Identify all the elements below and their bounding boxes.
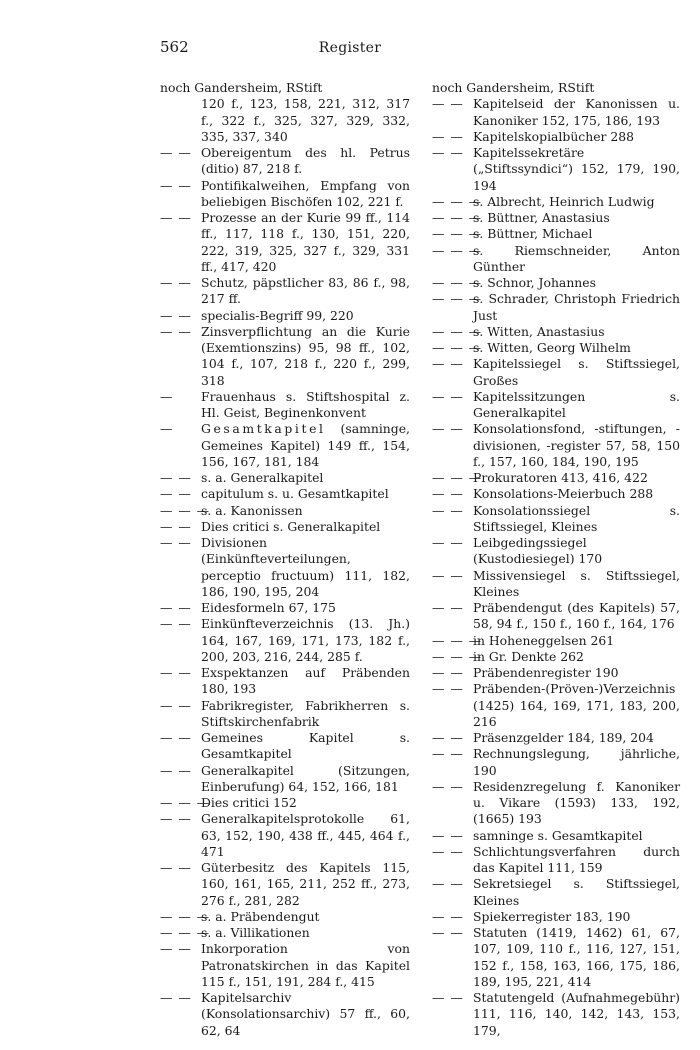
entry-dashes: — — —: [160, 925, 211, 940]
entry-text: samninge s. Gesamtkapitel: [473, 827, 643, 843]
entry-dashes: — —: [432, 746, 464, 762]
index-entry: [160, 486, 410, 502]
entry-text: Prokuratoren 413, 416, 422: [473, 470, 648, 485]
index-entry: [432, 665, 680, 681]
entry-dashes: — —: [432, 908, 464, 924]
entry-dashes: — —: [160, 145, 192, 160]
entry-dashes: — — —: [432, 210, 483, 225]
entry-dashes: — —: [160, 307, 192, 323]
entry-text: Zinsverpflichtung an die Kurie (Exemtionszins) 95, 98 ff., 102, 104 f., 107, 218 f., 220 f., 299, 318: [201, 323, 410, 388]
entry-dashes: — —: [432, 421, 464, 437]
index-entry: [160, 470, 410, 486]
entry-text: Rechnungslegung, jährliche, 190: [473, 746, 680, 778]
entry-text: Kapitelssitzungen s. Generalkapitel: [473, 388, 680, 420]
index-entry: [160, 421, 410, 470]
entry-dashes: — —: [432, 600, 464, 615]
entry-dashes: — —: [160, 811, 192, 827]
index-entry: [432, 649, 680, 665]
index-entry: [432, 356, 680, 389]
entry-text: Residenzregelung f. Kanoniker u. Vikare (1593) 133, 192, (1665) 193: [473, 778, 680, 827]
index-entry: [160, 698, 410, 731]
entry-text: Leibgedingssiegel (Kustodiesiegel) 170: [473, 535, 603, 567]
entry-text: s. Riemschneider, Anton Günther: [473, 242, 680, 274]
index-entry: [432, 226, 680, 242]
entry-text: in Gr. Denkte 262: [473, 648, 584, 664]
entry-dashes: — —: [160, 518, 192, 534]
entry-text: Statuten (1419, 1462) 61, 67, 107, 109, 110 f., 116, 127, 151, 152 f., 158, 163, 166, 175, 186, 189, 195, 221, 414: [473, 925, 680, 989]
entry-text: s. a. Generalkapitel: [201, 470, 324, 485]
index-entry: [432, 600, 680, 633]
entry-dashes: — — —: [432, 242, 483, 258]
entry-text: Dies critici 152: [201, 795, 297, 810]
index-entry: [160, 145, 410, 178]
entry-text: Präbendenregister 190: [473, 665, 619, 680]
entry-text: Einkünfteverzeichnis (13. Jh.) 164, 167, 169, 171, 173, 182 f., 200, 203, 216, 244, 285 f.: [201, 616, 410, 664]
index-entry: [160, 925, 410, 941]
entry-dashes: — —: [432, 681, 464, 697]
index-entry: [160, 665, 410, 698]
entry-dashes: — —: [160, 665, 192, 680]
left-column: [160, 80, 410, 1039]
entry-dashes: — —: [432, 876, 464, 892]
index-entry: [160, 990, 410, 1039]
entry-text: s. Witten, Anastasius: [473, 323, 605, 339]
index-entry: [432, 876, 680, 909]
entry-dashes: — —: [432, 502, 464, 518]
entry-text: in Hoheneggelsen 261: [473, 632, 615, 648]
index-entry: [160, 275, 410, 308]
index-entry: [160, 795, 410, 811]
entry-text: s. a. Kanonissen: [201, 502, 303, 518]
index-entry: [432, 633, 680, 649]
left-column-heading: noch Gandersheim, RStift: [160, 80, 323, 95]
entry-text: Dies critici s. Generalkapitel: [201, 518, 381, 534]
entry-text: Gemeines Kapitel s. Gesamtkapitel: [201, 730, 410, 762]
entry-text: Divisionen (Einkünfteverteilungen, perceptio fructuum) 111, 182, 186, 190, 195, 204: [201, 535, 410, 599]
index-entry: [432, 503, 680, 536]
entry-text: s. Witten, Georg Wilhelm: [473, 340, 631, 355]
entry-dashes: — —: [160, 730, 192, 745]
entry-dashes: — —: [432, 388, 464, 404]
index-entry: [432, 925, 680, 990]
entry-dashes: — —: [160, 210, 192, 225]
entry-text: Missivensiegel s. Stiftssiegel, Kleines: [473, 567, 680, 599]
entry-dashes: — —: [432, 843, 464, 859]
index-entry: [432, 568, 680, 601]
index-entry: [432, 389, 680, 422]
index-entry: [432, 340, 680, 356]
index-entry: [432, 129, 680, 145]
entry-text: s. Büttner, Anastasius: [473, 210, 610, 225]
index-entry: [432, 210, 680, 226]
index-entry: [160, 178, 410, 211]
index-entry: [160, 763, 410, 796]
entry-text: Prozesse an der Kurie 99 ff., 114 ff., 117, 118 f., 130, 151, 220, 222, 319, 325, 327 f., 329, 331 ff., 417, 420: [201, 210, 410, 274]
entry-dashes: — —: [432, 990, 464, 1005]
entry-text: Generalkapitelsprotokolle 61, 63, 152, 190, 438 ff., 445, 464 f., 471: [201, 811, 410, 859]
entry-text: Sekretsiegel s. Stiftssiegel, Kleines: [473, 876, 680, 908]
entry-dashes: — — —: [432, 648, 483, 664]
entry-text: Fabrikregister, Fabrikherren s. Stiftskirchenfabrik: [201, 697, 410, 729]
right-column-heading: noch Gandersheim, RStift: [432, 80, 595, 95]
entry-text: Konsolationsfond, -stiftungen, -divisionen, -register 57, 58, 150 f., 157, 160, 184, 190, 195: [473, 421, 680, 469]
entry-text: s. Albrecht, Heinrich Ludwig: [473, 193, 655, 209]
entry-text: Kapitelssekretäre („Stiftssyndici“) 152, 179, 190, 194: [473, 145, 680, 193]
index-entry: [432, 96, 680, 129]
entry-text: s. Schrader, Christoph Friedrich Just: [473, 291, 680, 323]
index-entry: [160, 389, 410, 422]
entry-text: Eidesformeln 67, 175: [201, 600, 336, 615]
index-entry: [160, 519, 410, 535]
entry-dashes: — — —: [432, 193, 483, 209]
entry-dashes: — —: [432, 356, 464, 372]
right-column: [432, 80, 680, 1039]
entry-dashes: —: [160, 388, 174, 404]
entry-dashes: — — —: [432, 470, 483, 485]
entry-text: (samninge, Gemeines Kapitel) 149 ff., 154, 156, 167, 181, 184: [201, 421, 410, 469]
left-entry-list: [160, 96, 410, 1039]
index-entry: [160, 535, 410, 600]
entry-text: Obereigentum des hl. Petrus (ditio) 87, 218 f.: [201, 145, 410, 177]
index-entry: [432, 470, 680, 486]
index-entry: [160, 324, 410, 389]
entry-dashes: — — —: [432, 340, 483, 355]
entry-text: Spiekerregister 183, 190: [473, 908, 631, 924]
entry-text: s. a. Präbendengut: [201, 908, 320, 924]
entry-text: Präsenzgelder 184, 189, 204: [473, 730, 654, 745]
entry-text: Kapitelssiegel s. Stiftssiegel, Großes: [473, 356, 680, 388]
index-entry: [432, 730, 680, 746]
index-entry: [432, 194, 680, 210]
entry-dashes: — —: [160, 990, 192, 1005]
index-entry: [432, 746, 680, 779]
index-entry: [432, 535, 680, 568]
index-entry: [432, 486, 680, 502]
entry-dashes: — — —: [432, 632, 483, 648]
entry-dashes: — —: [432, 96, 464, 112]
entry-dashes: — —: [432, 778, 464, 794]
entry-text: Kapitelseid der Kanonissen u. Kanoniker 152, 175, 186, 193: [473, 96, 680, 128]
entry-text: Kapitelsarchiv (Konsolationsarchiv) 57 ff., 60, 62, 64: [201, 990, 410, 1038]
entry-dashes: — —: [160, 600, 192, 615]
entry-dashes: — —: [432, 925, 464, 940]
index-entry: [160, 860, 410, 909]
index-entry: [160, 941, 410, 990]
entry-dashes: — —: [432, 665, 464, 680]
entry-dashes: — —: [432, 535, 464, 550]
entry-dashes: —: [160, 421, 174, 437]
index-entry: [432, 828, 680, 844]
running-head: Register: [318, 40, 382, 56]
entry-dashes: — —: [160, 177, 192, 193]
entry-text: Schutz, päpstlicher 83, 86 f., 98, 217 ff.: [201, 275, 410, 307]
entry-dashes: — — —: [432, 323, 483, 339]
index-entry: [160, 909, 410, 925]
entry-text: Güterbesitz des Kapitels 115, 160, 161, 165, 211, 252 ff., 273, 276 f., 281, 282: [201, 860, 410, 908]
entry-text: Präbenden-(Pröven-)Verzeichnis (1425) 164, 169, 171, 183, 200, 216: [473, 681, 680, 729]
index-entry: [160, 811, 410, 860]
entry-dashes: — — —: [160, 502, 211, 518]
entry-text: capitulum s. u. Gesamtkapitel: [201, 486, 389, 502]
page-number: 562: [160, 38, 189, 56]
index-entry: [432, 990, 680, 1039]
entry-dashes: — —: [160, 275, 192, 290]
entry-dashes: — —: [160, 697, 192, 713]
entry-dashes: — —: [160, 941, 192, 957]
entry-text: Statutengeld (Aufnahmegebühr) 111, 116, 140, 142, 143, 153, 179,: [473, 990, 680, 1038]
index-entry: [432, 145, 680, 194]
index-entry: [432, 275, 680, 291]
entry-dashes: — —: [432, 567, 464, 583]
index-entry: [432, 681, 680, 730]
entry-text: Kapitelskopialbücher 288: [473, 128, 635, 144]
entry-keyword-spaced: Gesamtkapitel: [201, 421, 326, 437]
index-entry: [160, 210, 410, 275]
entry-text: Pontifikalweihen, Empfang von beliebigen Bischöfen 102, 221 f.: [201, 177, 410, 209]
entry-dashes: — — —: [432, 291, 483, 307]
entry-dashes: — —: [160, 535, 192, 550]
index-entry: [160, 616, 410, 665]
index-entry: [160, 96, 410, 145]
entry-dashes: — —: [160, 860, 192, 875]
entry-dashes: — —: [432, 827, 464, 843]
entry-dashes: — —: [432, 486, 464, 502]
entry-text: s. Schnor, Johannes: [473, 275, 596, 290]
index-entry: [160, 308, 410, 324]
entry-text: s. a. Villikationen: [201, 925, 310, 940]
entry-text: Exspektanzen auf Präbenden 180, 193: [201, 665, 410, 697]
entry-text: Präbendengut (des Kapitels) 57, 58, 94 f., 150 f., 160 f., 164, 176: [473, 600, 680, 632]
index-entry: [432, 909, 680, 925]
entry-dashes: — —: [160, 616, 192, 632]
entry-text: specialis-Begriff 99, 220: [201, 307, 354, 323]
entry-dashes: — —: [432, 730, 464, 745]
entry-dashes: — —: [160, 470, 192, 485]
index-entry: [160, 503, 410, 519]
index-entry: [432, 243, 680, 276]
entry-text: Konsolationssiegel s. Stiftssiegel, Kleines: [473, 502, 680, 534]
entry-dashes: — — —: [432, 226, 483, 242]
index-entry: [432, 421, 680, 470]
entry-text: Inkorporation von Patronatskirchen in das Kapitel 115 f., 151, 191, 284 f., 415: [201, 941, 410, 989]
index-entry: [432, 324, 680, 340]
entry-dashes: — —: [160, 486, 192, 502]
entry-dashes: — — —: [432, 275, 483, 290]
entry-dashes: — —: [432, 128, 464, 144]
entry-text: 120 f., 123, 158, 221, 312, 317 f., 322 f., 325, 327, 329, 332, 335, 337, 340: [201, 96, 410, 144]
entry-text: Schlichtungsverfahren durch das Kapitel 111, 159: [473, 843, 680, 875]
index-entry: [432, 844, 680, 877]
entry-dashes: — —: [160, 323, 192, 339]
entry-text: Generalkapitel (Sitzungen, Einberufung) 64, 152, 166, 181: [201, 762, 410, 794]
entry-text: s. Büttner, Michael: [473, 226, 593, 242]
entry-dashes: — — —: [160, 795, 211, 810]
entry-text: Konsolations-Meierbuch 288: [473, 486, 654, 502]
entry-text: Frauenhaus s. Stiftshospital z. Hl. Geist, Beginenkonvent: [201, 388, 410, 420]
entry-dashes: — — —: [160, 908, 211, 924]
index-entry: [432, 291, 680, 324]
right-entry-list: [432, 96, 680, 1039]
index-entry: [160, 600, 410, 616]
index-entry: [432, 779, 680, 828]
entry-dashes: — —: [160, 762, 192, 778]
index-entry: [160, 730, 410, 763]
entry-dashes: — —: [432, 145, 464, 160]
